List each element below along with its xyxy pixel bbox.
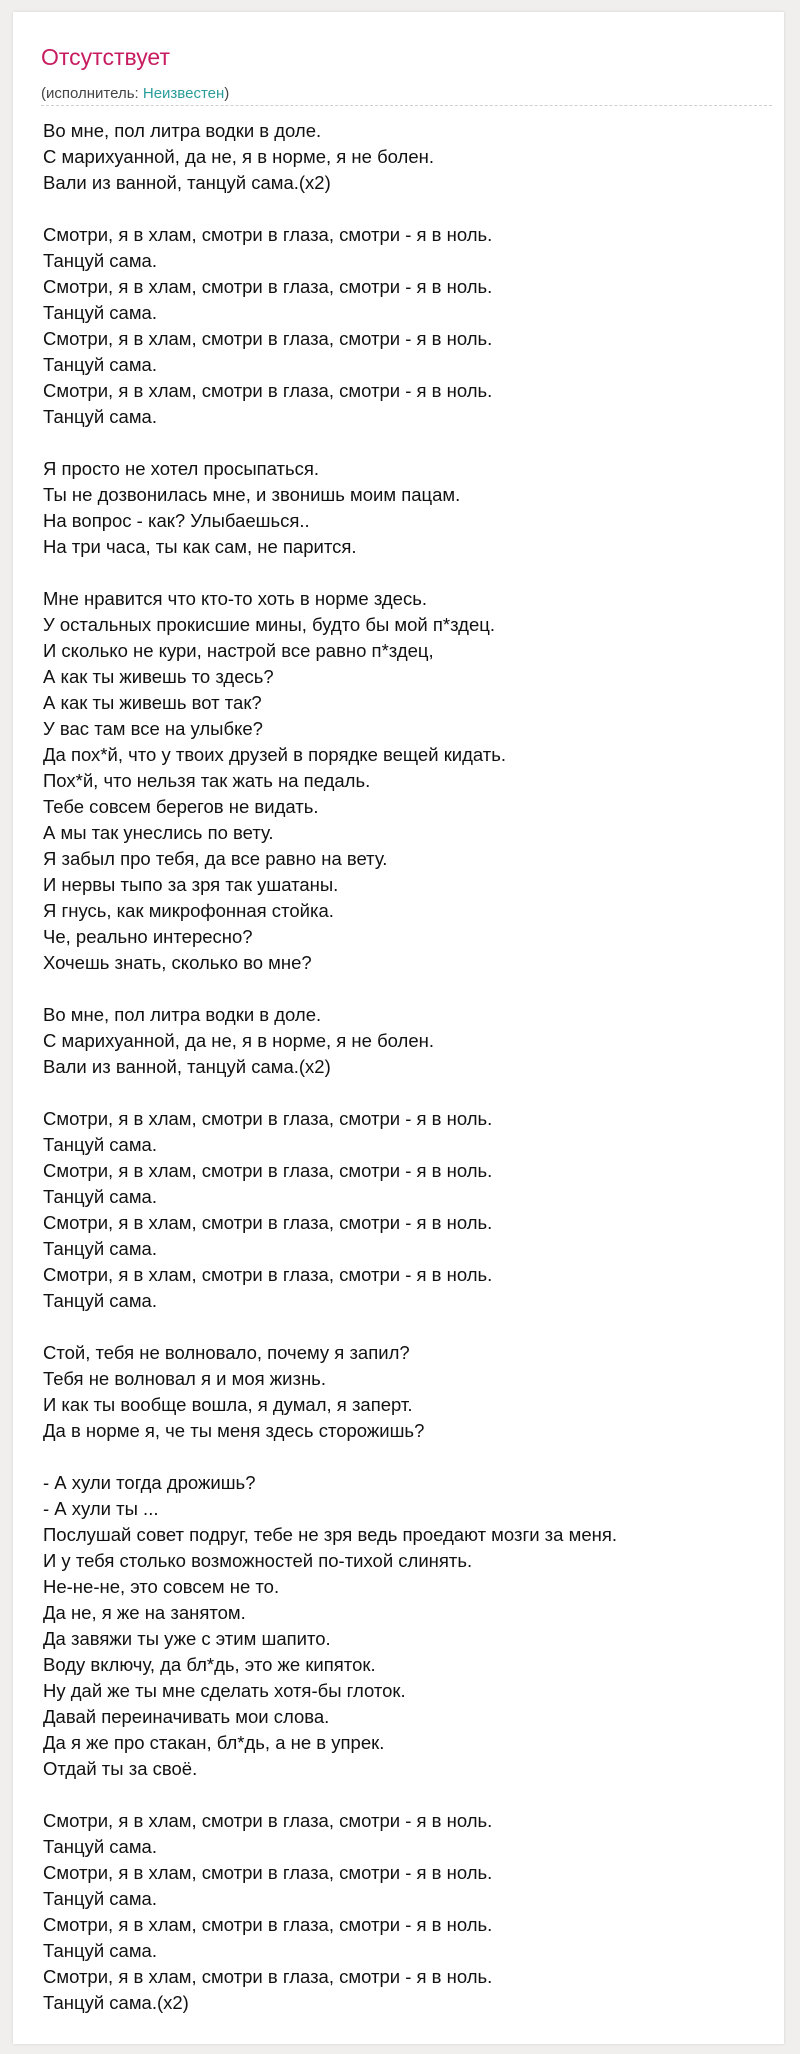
lyric-line: Тебя не волновал я и моя жизнь. [43,1368,326,1389]
artist-link[interactable]: Неизвестен [142,85,225,102]
lyric-line: Да не, я же на занятом. [43,1602,246,1623]
lyric-line: Танцуй сама. [43,1238,157,1259]
lyric-line: Стой, тебя не волновало, почему я запил? [43,1342,410,1363]
lyric-line: На вопрос - как? Улыбаешься.. [43,510,310,531]
lyric-line: Я просто не хотел просыпаться. [43,458,320,479]
lyric-line: Танцуй сама. [43,1836,157,1857]
lyric-line: Воду включу, да бл*дь, это же кипяток. [43,1654,376,1675]
lyric-line: Смотри, я в хлам, смотри в глаза, смотри - я в ноль. [43,380,493,401]
lyric-line: На три часа, ты как сам, не парится. [43,536,357,557]
lyric-line: А мы так унеслись по вету. [43,822,274,843]
lyric-line: Смотри, я в хлам, смотри в глаза, смотри - я в ноль. [43,1160,493,1181]
lyric-line: Во мне, пол литра водки в доле. [43,120,322,141]
lyric-line: Я забыл про тебя, да все равно на вету. [43,848,388,869]
lyric-spacer [43,976,773,1002]
lyric-line: Танцуй сама. [43,302,157,323]
lyric-line: Смотри, я в хлам, смотри в глаза, смотри - я в ноль. [43,1862,493,1883]
lyric-line: Да я же про стакан, бл*дь, а не в упрек. [43,1732,385,1753]
header-divider [41,105,772,106]
lyric-spacer [43,196,773,222]
artist-prefix: (исполнитель: [41,85,143,102]
lyric-line: А как ты живешь вот так? [43,692,262,713]
lyric-line: Не-не-не, это совсем не то. [43,1576,280,1597]
lyric-line: С марихуанной, да не, я в норме, я не болен. [43,1030,434,1051]
lyric-line: Хочешь знать, сколько во мне? [43,952,312,973]
lyric-line: Танцуй сама. [43,1290,157,1311]
lyric-line: А как ты живешь то здесь? [43,666,274,687]
lyric-line: Послушай совет подруг, тебе не зря ведь проедают мозги за меня. [43,1524,617,1545]
lyric-line: Вали из ванной, танцуй сама.(x2) [43,172,331,193]
lyric-line: И сколько не кури, настрой все равно п*здец, [43,640,434,661]
lyric-line: Танцуй сама. [43,406,157,427]
lyric-line: Танцуй сама. [43,1134,157,1155]
lyric-line: И нервы тыпо за зря так ушатаны. [43,874,339,895]
lyric-spacer [43,1782,773,1808]
lyric-line: Смотри, я в хлам, смотри в глаза, смотри - я в ноль. [43,1914,493,1935]
lyric-line: Смотри, я в хлам, смотри в глаза, смотри - я в ноль. [43,276,493,297]
lyric-line: У вас там все на улыбке? [43,718,263,739]
lyric-spacer [43,430,773,456]
lyric-line: Смотри, я в хлам, смотри в глаза, смотри - я в ноль. [43,1212,493,1233]
lyrics-card [13,12,784,2044]
lyric-spacer [43,560,773,586]
lyric-line: У остальных прокисшие мины, будто бы мой п*здец. [43,614,495,635]
lyric-spacer [43,1444,773,1470]
lyric-line: Ты не дозвонилась мне, и звонишь моим пацам. [43,484,461,505]
lyric-line: Я гнусь, как микрофонная стойка. [43,900,334,921]
lyric-line: Мне нравится что кто-то хоть в норме здесь. [43,588,428,609]
lyric-line: И у тебя столько возможностей по-тихой слинять. [43,1550,473,1571]
lyric-line: Че, реально интересно? [43,926,253,947]
lyric-line: Да пох*й, что у твоих друзей в порядке вещей кидать. [43,744,507,765]
lyric-line: С марихуанной, да не, я в норме, я не болен. [43,146,434,167]
lyric-line: Отдай ты за своё. [43,1758,198,1779]
lyric-line: Да завяжи ты уже с этим шапито. [43,1628,331,1649]
artist-line [41,84,229,104]
lyric-line: Вали из ванной, танцуй сама.(x2) [43,1056,331,1077]
lyric-line: Танцуй сама. [43,1888,157,1909]
lyric-line: Давай переиначивать мои слова. [43,1706,330,1727]
lyric-line: И как ты вообще вошла, я думал, я заперт. [43,1394,413,1415]
artist-suffix: ) [224,85,230,102]
lyric-spacer [43,1314,773,1340]
lyrics-body [43,118,773,2016]
lyric-line: Танцуй сама.(x2) [43,1992,189,2013]
lyric-line: Во мне, пол литра водки в доле. [43,1004,322,1025]
lyric-line: Смотри, я в хлам, смотри в глаза, смотри - я в ноль. [43,1966,493,1987]
lyric-line: Танцуй сама. [43,1186,157,1207]
lyric-spacer [43,1080,773,1106]
lyric-line: Тебе совсем берегов не видать. [43,796,319,817]
lyric-line: Пох*й, что нельзя так жать на педаль. [43,770,371,791]
lyric-line: Смотри, я в хлам, смотри в глаза, смотри - я в ноль. [43,1108,493,1129]
lyric-line: Танцуй сама. [43,1940,157,1961]
lyric-line: Смотри, я в хлам, смотри в глаза, смотри - я в ноль. [43,1264,493,1285]
lyric-line: - А хули тогда дрожишь? [43,1472,256,1493]
lyric-line: Ну дай же ты мне сделать хотя-бы глоток. [43,1680,406,1701]
lyric-line: Смотри, я в хлам, смотри в глаза, смотри - я в ноль. [43,224,493,245]
lyric-line: Да в норме я, че ты меня здесь сторожишь? [43,1420,425,1441]
lyric-line: Танцуй сама. [43,250,157,271]
lyric-line: Смотри, я в хлам, смотри в глаза, смотри - я в ноль. [43,328,493,349]
lyric-line: Смотри, я в хлам, смотри в глаза, смотри - я в ноль. [43,1810,493,1831]
song-title: Отсутствует [41,44,170,70]
lyric-line: Танцуй сама. [43,354,157,375]
lyric-line: - А хули ты ... [43,1498,159,1519]
